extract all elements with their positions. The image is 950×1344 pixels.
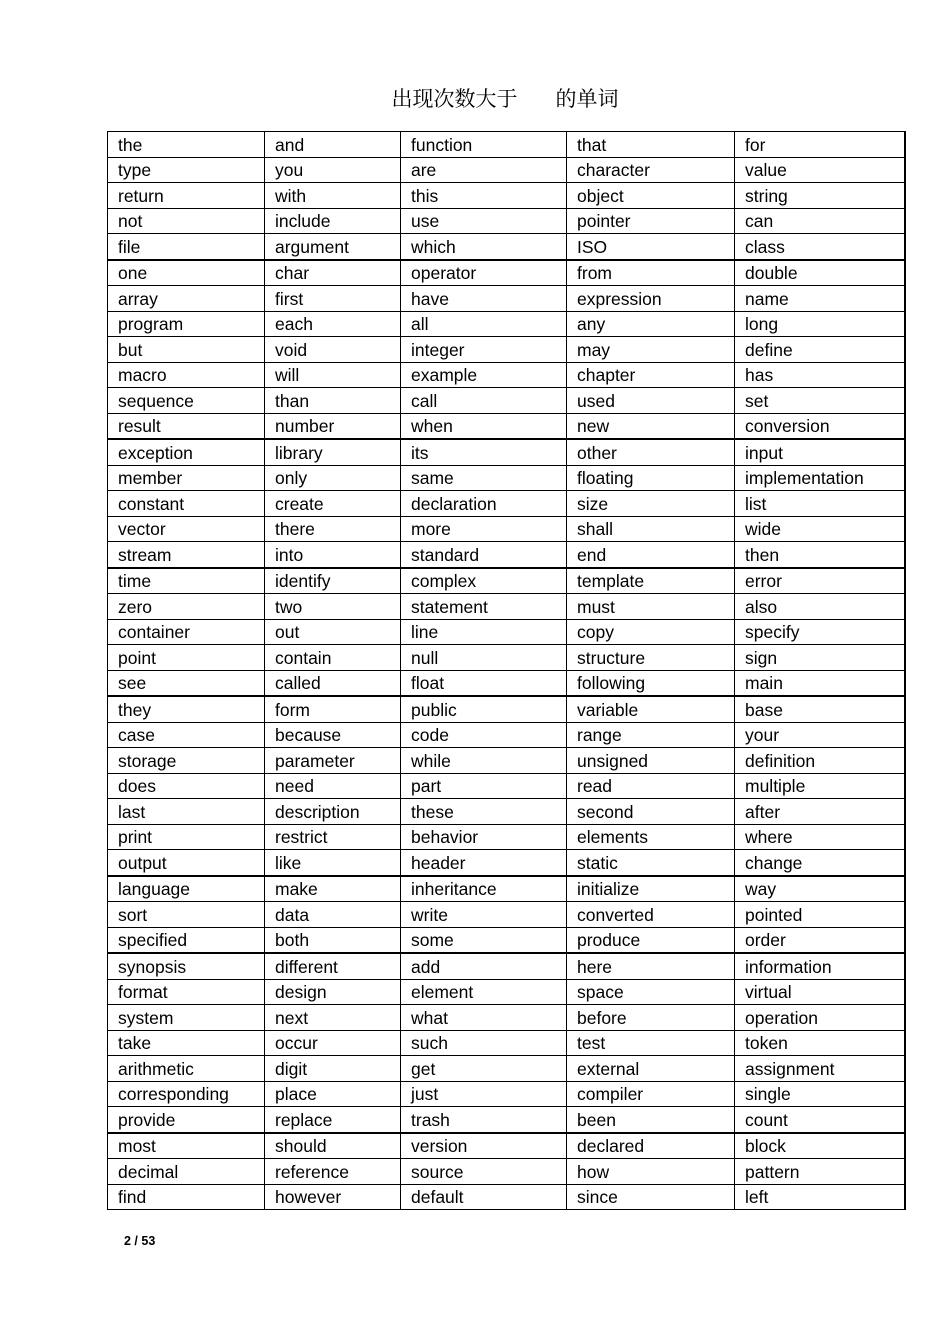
word-cell: version bbox=[401, 1133, 567, 1159]
word-cell: the bbox=[108, 132, 265, 158]
word-cell: class bbox=[735, 234, 905, 260]
word-cell: vector bbox=[108, 516, 265, 542]
table-row bbox=[108, 953, 905, 979]
word-cell: identify bbox=[265, 568, 401, 594]
word-cell: they bbox=[108, 696, 265, 722]
word-cell: definition bbox=[735, 748, 905, 774]
word-cell: order bbox=[735, 927, 905, 953]
word-cell: contain bbox=[265, 645, 401, 671]
word-cell: part bbox=[401, 773, 567, 799]
word-cell: constant bbox=[108, 491, 265, 517]
table-row bbox=[108, 1056, 905, 1082]
word-cell: external bbox=[567, 1056, 735, 1082]
word-cell: space bbox=[567, 979, 735, 1005]
word-table bbox=[107, 131, 906, 1210]
word-cell: produce bbox=[567, 927, 735, 953]
table-row bbox=[108, 902, 905, 928]
word-cell: argument bbox=[265, 234, 401, 260]
word-cell: following bbox=[567, 670, 735, 696]
word-cell: type bbox=[108, 157, 265, 183]
word-cell: multiple bbox=[735, 773, 905, 799]
word-cell: data bbox=[265, 902, 401, 928]
word-cell: with bbox=[265, 183, 401, 209]
word-cell: not bbox=[108, 208, 265, 234]
word-cell: case bbox=[108, 722, 265, 748]
word-cell: block bbox=[735, 1133, 905, 1159]
page-title-prefix: 出现次数大于 bbox=[391, 87, 518, 111]
word-cell: that bbox=[567, 132, 735, 158]
word-cell: token bbox=[735, 1030, 905, 1056]
word-cell: description bbox=[265, 799, 401, 825]
word-cell: and bbox=[265, 132, 401, 158]
word-cell: from bbox=[567, 260, 735, 286]
word-cell: way bbox=[735, 876, 905, 902]
word-cell: occur bbox=[265, 1030, 401, 1056]
word-cell: input bbox=[735, 439, 905, 465]
word-cell: then bbox=[735, 542, 905, 568]
table-row bbox=[108, 465, 905, 491]
word-cell: pointed bbox=[735, 902, 905, 928]
word-cell: there bbox=[265, 516, 401, 542]
table-row bbox=[108, 208, 905, 234]
word-cell: behavior bbox=[401, 824, 567, 850]
word-cell: base bbox=[735, 696, 905, 722]
page-title-suffix: 的单词 bbox=[555, 87, 619, 111]
table-row bbox=[108, 824, 905, 850]
word-cell: range bbox=[567, 722, 735, 748]
table-row bbox=[108, 850, 905, 876]
word-cell: out bbox=[265, 619, 401, 645]
word-cell: operation bbox=[735, 1005, 905, 1031]
word-cell: arithmetic bbox=[108, 1056, 265, 1082]
page-title bbox=[0, 85, 950, 113]
word-cell: time bbox=[108, 568, 265, 594]
word-cell: object bbox=[567, 183, 735, 209]
table-row bbox=[108, 722, 905, 748]
word-cell: program bbox=[108, 311, 265, 337]
table-row bbox=[108, 670, 905, 696]
word-cell: must bbox=[567, 594, 735, 620]
word-cell: called bbox=[265, 670, 401, 696]
word-cell: take bbox=[108, 1030, 265, 1056]
word-cell: set bbox=[735, 388, 905, 414]
table-row bbox=[108, 1184, 905, 1210]
table-row bbox=[108, 157, 905, 183]
word-cell: exception bbox=[108, 439, 265, 465]
word-cell: double bbox=[735, 260, 905, 286]
word-cell: form bbox=[265, 696, 401, 722]
table-row bbox=[108, 183, 905, 209]
table-row bbox=[108, 568, 905, 594]
word-cell: used bbox=[567, 388, 735, 414]
word-cell: after bbox=[735, 799, 905, 825]
word-cell: declaration bbox=[401, 491, 567, 517]
word-cell: compiler bbox=[567, 1081, 735, 1107]
word-cell: how bbox=[567, 1159, 735, 1185]
word-cell: character bbox=[567, 157, 735, 183]
word-cell: read bbox=[567, 773, 735, 799]
word-cell: include bbox=[265, 208, 401, 234]
word-cell: more bbox=[401, 516, 567, 542]
word-cell: does bbox=[108, 773, 265, 799]
word-cell: which bbox=[401, 234, 567, 260]
word-cell: where bbox=[735, 824, 905, 850]
word-cell: end bbox=[567, 542, 735, 568]
word-cell: pattern bbox=[735, 1159, 905, 1185]
word-cell: first bbox=[265, 286, 401, 312]
word-cell: only bbox=[265, 465, 401, 491]
word-cell: has bbox=[735, 362, 905, 388]
word-cell: specified bbox=[108, 927, 265, 953]
table-row bbox=[108, 748, 905, 774]
word-cell: left bbox=[735, 1184, 905, 1210]
word-cell: operator bbox=[401, 260, 567, 286]
word-cell: single bbox=[735, 1081, 905, 1107]
word-cell: define bbox=[735, 337, 905, 363]
table-row bbox=[108, 876, 905, 902]
table-row bbox=[108, 594, 905, 620]
word-cell: inheritance bbox=[401, 876, 567, 902]
table-row bbox=[108, 388, 905, 414]
word-cell: zero bbox=[108, 594, 265, 620]
word-cell: standard bbox=[401, 542, 567, 568]
word-cell: line bbox=[401, 619, 567, 645]
table-row bbox=[108, 1133, 905, 1159]
table-row bbox=[108, 1081, 905, 1107]
word-cell: before bbox=[567, 1005, 735, 1031]
word-cell: number bbox=[265, 413, 401, 439]
word-cell: void bbox=[265, 337, 401, 363]
table-row bbox=[108, 927, 905, 953]
word-cell: file bbox=[108, 234, 265, 260]
table-row bbox=[108, 260, 905, 286]
table-row bbox=[108, 311, 905, 337]
word-cell: last bbox=[108, 799, 265, 825]
word-cell: char bbox=[265, 260, 401, 286]
word-cell: different bbox=[265, 953, 401, 979]
word-cell: place bbox=[265, 1081, 401, 1107]
word-cell: shall bbox=[567, 516, 735, 542]
word-cell: elements bbox=[567, 824, 735, 850]
table-row bbox=[108, 619, 905, 645]
table-row bbox=[108, 1107, 905, 1133]
word-cell: have bbox=[401, 286, 567, 312]
word-cell: conversion bbox=[735, 413, 905, 439]
word-cell: sequence bbox=[108, 388, 265, 414]
table-row bbox=[108, 1005, 905, 1031]
word-cell: like bbox=[265, 850, 401, 876]
word-cell: result bbox=[108, 413, 265, 439]
word-cell: second bbox=[567, 799, 735, 825]
word-cell: corresponding bbox=[108, 1081, 265, 1107]
word-cell: floating bbox=[567, 465, 735, 491]
table-row bbox=[108, 362, 905, 388]
word-cell: default bbox=[401, 1184, 567, 1210]
word-cell: same bbox=[401, 465, 567, 491]
page-number: 2 / 53 bbox=[124, 1234, 156, 1248]
word-cell: one bbox=[108, 260, 265, 286]
word-cell: system bbox=[108, 1005, 265, 1031]
word-cell: find bbox=[108, 1184, 265, 1210]
word-cell: string bbox=[735, 183, 905, 209]
table-row bbox=[108, 542, 905, 568]
word-cell: macro bbox=[108, 362, 265, 388]
word-cell: list bbox=[735, 491, 905, 517]
table-row bbox=[108, 696, 905, 722]
word-cell: sign bbox=[735, 645, 905, 671]
word-cell: unsigned bbox=[567, 748, 735, 774]
word-cell: can bbox=[735, 208, 905, 234]
word-cell: sort bbox=[108, 902, 265, 928]
word-cell: change bbox=[735, 850, 905, 876]
word-cell: both bbox=[265, 927, 401, 953]
word-cell: since bbox=[567, 1184, 735, 1210]
word-cell: replace bbox=[265, 1107, 401, 1133]
table-row bbox=[108, 491, 905, 517]
table-row bbox=[108, 516, 905, 542]
word-cell: reference bbox=[265, 1159, 401, 1185]
table-row bbox=[108, 234, 905, 260]
word-cell: use bbox=[401, 208, 567, 234]
word-cell: container bbox=[108, 619, 265, 645]
word-cell: each bbox=[265, 311, 401, 337]
word-cell: add bbox=[401, 953, 567, 979]
word-cell: however bbox=[265, 1184, 401, 1210]
word-cell: complex bbox=[401, 568, 567, 594]
word-cell: such bbox=[401, 1030, 567, 1056]
word-cell: element bbox=[401, 979, 567, 1005]
word-cell: all bbox=[401, 311, 567, 337]
word-cell: language bbox=[108, 876, 265, 902]
word-cell: when bbox=[401, 413, 567, 439]
word-cell: should bbox=[265, 1133, 401, 1159]
word-cell: output bbox=[108, 850, 265, 876]
word-cell: while bbox=[401, 748, 567, 774]
word-cell: may bbox=[567, 337, 735, 363]
word-cell: function bbox=[401, 132, 567, 158]
table-row bbox=[108, 337, 905, 363]
word-cell: copy bbox=[567, 619, 735, 645]
word-cell: virtual bbox=[735, 979, 905, 1005]
word-cell: ISO bbox=[567, 234, 735, 260]
word-cell: static bbox=[567, 850, 735, 876]
word-cell: parameter bbox=[265, 748, 401, 774]
table-row bbox=[108, 413, 905, 439]
word-cell: print bbox=[108, 824, 265, 850]
word-cell: long bbox=[735, 311, 905, 337]
word-cell: storage bbox=[108, 748, 265, 774]
word-cell: for bbox=[735, 132, 905, 158]
word-cell: also bbox=[735, 594, 905, 620]
word-cell: your bbox=[735, 722, 905, 748]
word-cell: what bbox=[401, 1005, 567, 1031]
word-cell: variable bbox=[567, 696, 735, 722]
table-row bbox=[108, 979, 905, 1005]
word-cell: wide bbox=[735, 516, 905, 542]
word-cell: converted bbox=[567, 902, 735, 928]
word-cell: two bbox=[265, 594, 401, 620]
word-cell: its bbox=[401, 439, 567, 465]
word-cell: return bbox=[108, 183, 265, 209]
word-cell: initialize bbox=[567, 876, 735, 902]
word-cell: just bbox=[401, 1081, 567, 1107]
word-cell: format bbox=[108, 979, 265, 1005]
word-cell: expression bbox=[567, 286, 735, 312]
word-cell: header bbox=[401, 850, 567, 876]
word-cell: example bbox=[401, 362, 567, 388]
word-cell: next bbox=[265, 1005, 401, 1031]
word-cell: call bbox=[401, 388, 567, 414]
word-cell: digit bbox=[265, 1056, 401, 1082]
word-cell: most bbox=[108, 1133, 265, 1159]
word-cell: make bbox=[265, 876, 401, 902]
table-row bbox=[108, 799, 905, 825]
table-row bbox=[108, 1030, 905, 1056]
word-cell: specify bbox=[735, 619, 905, 645]
word-cell: other bbox=[567, 439, 735, 465]
word-cell: code bbox=[401, 722, 567, 748]
word-cell: pointer bbox=[567, 208, 735, 234]
word-cell: create bbox=[265, 491, 401, 517]
word-cell: provide bbox=[108, 1107, 265, 1133]
table-row bbox=[108, 286, 905, 312]
word-cell: structure bbox=[567, 645, 735, 671]
word-cell: will bbox=[265, 362, 401, 388]
word-cell: array bbox=[108, 286, 265, 312]
word-cell: get bbox=[401, 1056, 567, 1082]
table-row bbox=[108, 132, 905, 158]
word-cell: implementation bbox=[735, 465, 905, 491]
word-cell: any bbox=[567, 311, 735, 337]
word-cell: than bbox=[265, 388, 401, 414]
table-row bbox=[108, 645, 905, 671]
word-cell: point bbox=[108, 645, 265, 671]
word-table-body bbox=[108, 132, 905, 1210]
word-cell: statement bbox=[401, 594, 567, 620]
word-cell: size bbox=[567, 491, 735, 517]
word-cell: some bbox=[401, 927, 567, 953]
word-cell: stream bbox=[108, 542, 265, 568]
word-cell: member bbox=[108, 465, 265, 491]
word-cell: decimal bbox=[108, 1159, 265, 1185]
word-cell: library bbox=[265, 439, 401, 465]
word-cell: write bbox=[401, 902, 567, 928]
word-cell: synopsis bbox=[108, 953, 265, 979]
word-cell: because bbox=[265, 722, 401, 748]
word-cell: here bbox=[567, 953, 735, 979]
word-cell: chapter bbox=[567, 362, 735, 388]
word-cell: but bbox=[108, 337, 265, 363]
word-cell: design bbox=[265, 979, 401, 1005]
word-cell: this bbox=[401, 183, 567, 209]
word-cell: float bbox=[401, 670, 567, 696]
word-cell: into bbox=[265, 542, 401, 568]
word-cell: count bbox=[735, 1107, 905, 1133]
word-cell: integer bbox=[401, 337, 567, 363]
word-cell: trash bbox=[401, 1107, 567, 1133]
word-cell: information bbox=[735, 953, 905, 979]
table-row bbox=[108, 1159, 905, 1185]
word-cell: need bbox=[265, 773, 401, 799]
word-cell: you bbox=[265, 157, 401, 183]
word-cell: assignment bbox=[735, 1056, 905, 1082]
word-cell: error bbox=[735, 568, 905, 594]
word-cell: been bbox=[567, 1107, 735, 1133]
word-cell: public bbox=[401, 696, 567, 722]
table-row bbox=[108, 439, 905, 465]
word-cell: restrict bbox=[265, 824, 401, 850]
word-cell: declared bbox=[567, 1133, 735, 1159]
word-cell: template bbox=[567, 568, 735, 594]
word-cell: value bbox=[735, 157, 905, 183]
word-cell: test bbox=[567, 1030, 735, 1056]
word-cell: new bbox=[567, 413, 735, 439]
word-cell: source bbox=[401, 1159, 567, 1185]
word-cell: null bbox=[401, 645, 567, 671]
table-row bbox=[108, 773, 905, 799]
word-cell: these bbox=[401, 799, 567, 825]
word-cell: name bbox=[735, 286, 905, 312]
word-cell: main bbox=[735, 670, 905, 696]
word-cell: are bbox=[401, 157, 567, 183]
word-cell: see bbox=[108, 670, 265, 696]
